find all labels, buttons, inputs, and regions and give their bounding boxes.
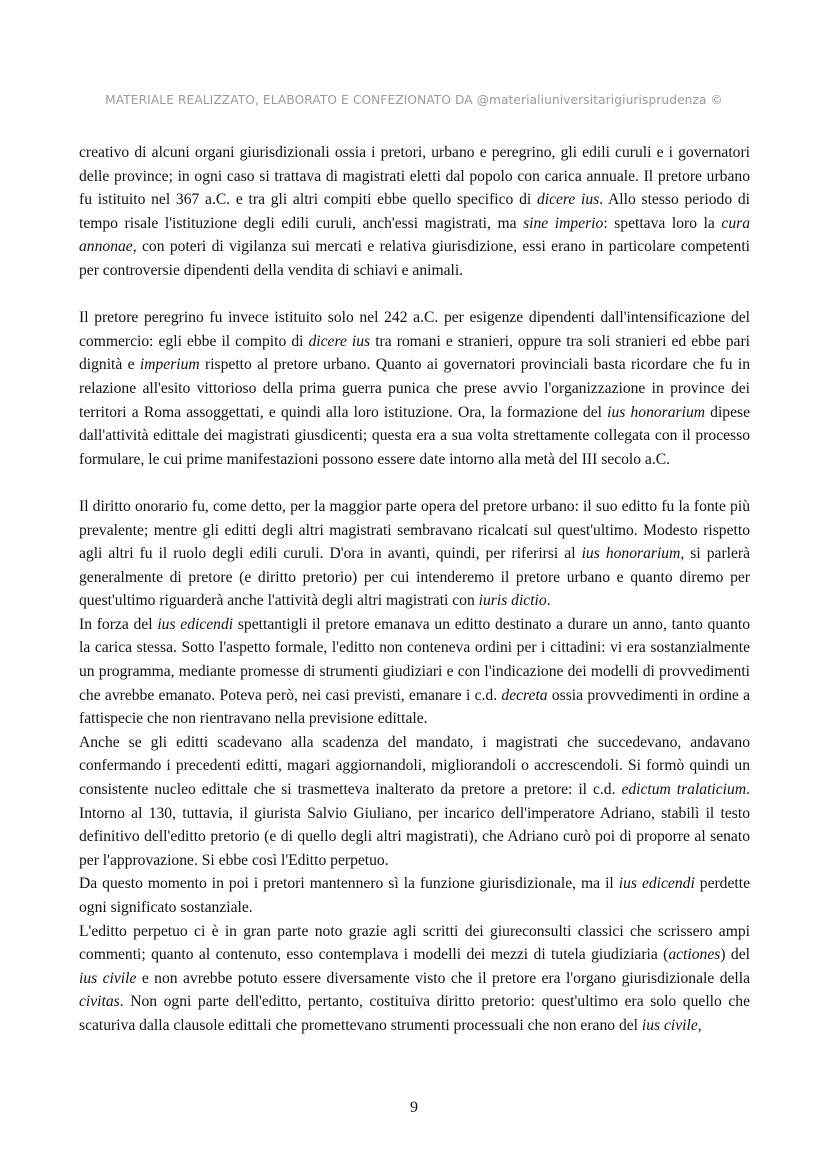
page-number: 9 [410,1099,418,1116]
italic-term: ius honorarium [581,545,681,563]
text-run: In forza del [79,615,158,633]
italic-term: ius honorarium [607,403,706,421]
text-run: Anche se gli editti scadevano alla scadenza del mandato, i magistrati che succedevano, andavano confermando i precedenti editti, magari aggiornandoli, migliorandoli o accrescendoli. Si formò quindi un consistente nucleo edittale che si trasmetteva inalterato da pretore a pretore: il c.d. [79,733,750,799]
italic-term: ius edicendi [618,875,695,893]
text-run: , si parlerà generalmente di pretore (e diritto pretorio) per cui intenderemo il pretore urbano e quanto diremo per quest'ultimo riguarderà anche l'attività degli altri magistrati con [79,545,750,610]
text-run: tra romani e stranieri, oppure tra soli stranieri ed ebbe pari dignità e [79,332,750,374]
italic-term: sine imperio [523,214,604,232]
italic-term: ius civile, [641,1016,702,1034]
text-run: : spettava loro la [603,214,722,232]
italic-term: dicere ius [536,191,600,209]
paragraph [79,141,750,283]
italic-term: iuris dictio [478,592,547,610]
text-run: Da questo momento in poi i pretori mantennero sì la funzione giurisdizionale, ma il [79,875,619,893]
text-run: Il diritto onorario fu, come detto, per la maggior parte opera del pretore urbano: il suo editto fu la fonte più prevalente; mentre gli editti degli altri magistrati sembravano ricalcati sul quest'ultimo. Modesto rispetto agli altri fu il ruolo degli edili curuli. D'ora in avanti, quindi, per riferirsi al [79,497,750,563]
paragraph [79,920,750,1038]
paragraph [79,613,750,731]
italic-term: actiones [668,946,721,964]
italic-term: cura annonae [79,214,750,256]
page-header: MATERIALE REALIZZATO, ELABORATO E CONFEZIONATO DA @materialiuniversitarigiurisprudenza © [105,93,723,107]
italic-term: decreta [501,686,548,704]
italic-term: edictum tralaticium [621,781,747,799]
text-run: ossia provvedimenti in ordine a fattispecie che non rientravano nella previsione edittale. [79,686,750,728]
text-run: creativo di alcuni organi giurisdizionali ossia i pretori, urbano e peregrino, gli edili curuli e i governatori delle province; in ogni caso si trattava di magistrati eletti dal popolo con carica annuale. Il pretore urbano fu istituito nel 367 a.C. e tra gli altri compiti ebbe quello specifico di [79,144,750,209]
paragraph [79,872,750,919]
paragraph [79,495,750,613]
text-run: . [546,592,551,610]
text-run: Il pretore peregrino fu invece istituito solo nel 242 a.C. per esigenze dipendenti dall'intensificazione del commercio: egli ebbe il compito di [79,309,750,350]
text-run: e non avrebbe potuto essere diversamente visto che il pretore era l'organo giurisdizionale della [136,969,750,987]
text-run: spettantigli il pretore emanava un editto destinato a durare un anno, tanto quanto la carica stessa. Sotto l'aspetto formale, l'editto non conteneva ordini per i cittadini: vi era sostanzialmente un programma, mediante promesse di strumenti giudiziari e con l'indicazione dei modelli di provvedimenti che avrebbe emanato. Poteva però, nei casi previsti, emanare i c.d. [79,615,750,704]
text-run: L'editto perpetuo ci è in gran parte noto grazie agli scritti dei giureconsulti classici che scrissero ampi commenti; quanto al contenuto, esso contemplava i modelli dei mezzi di tutela giudiziaria ( [79,922,750,964]
text-run: , con poteri di vigilanza sui mercati e relativa giurisdizione, essi erano in particolare competenti per controversie dipendenti della vendita di schiavi e animali. [79,238,750,279]
text-run: . Allo stesso periodo di tempo risale l'istituzione degli edili curuli, anch'essi magistrati, ma [79,191,750,232]
paragraph [79,306,750,471]
italic-term: ius edicendi [157,615,234,633]
text-run: perdette ogni significato sostanziale. [79,875,750,916]
text-run: rispetto al pretore urbano. Quanto ai governatori provinciali basta ricordare che fu in relazione all'esito vittorioso della prima guerra punica che prese avvio l'organizzazione in province dei territori a Roma assoggettati, e quindi alla loro istituzione. Ora, la formazione del [79,356,750,421]
italic-term: civitas [79,993,120,1011]
text-run: . Non ogni parte dell'editto, pertanto, costituiva diritto pretorio: quest'ultimo era solo quello che scaturiva dalla clausole edittali che promettevano strumenti processuali che non erano del [79,993,750,1034]
italic-term: imperium [139,356,200,374]
text-run: ) del [720,946,750,964]
body-text [79,141,750,1038]
text-run: . Intorno al 130, tuttavia, il giurista Salvio Giuliano, per incarico dell'imperatore Adriano, stabilì il testo definitivo dell'editto pretorio (e di quello degli altri magistrati), che Adriano curò poi di proporre al senato per l'approvazione. Si ebbe così l'Editto perpetuo. [79,781,750,869]
paragraph [79,731,750,873]
text-run: dipese dall'attività edittale dei magistrati giusdicenti; questa era a sua volta strettamente collegata con il processo formulare, le cui prime manifestazioni possono essere date intorno alla metà del III secolo a.C. [79,403,751,468]
italic-term: dicere ius [308,332,371,350]
italic-term: ius civile [79,969,137,987]
